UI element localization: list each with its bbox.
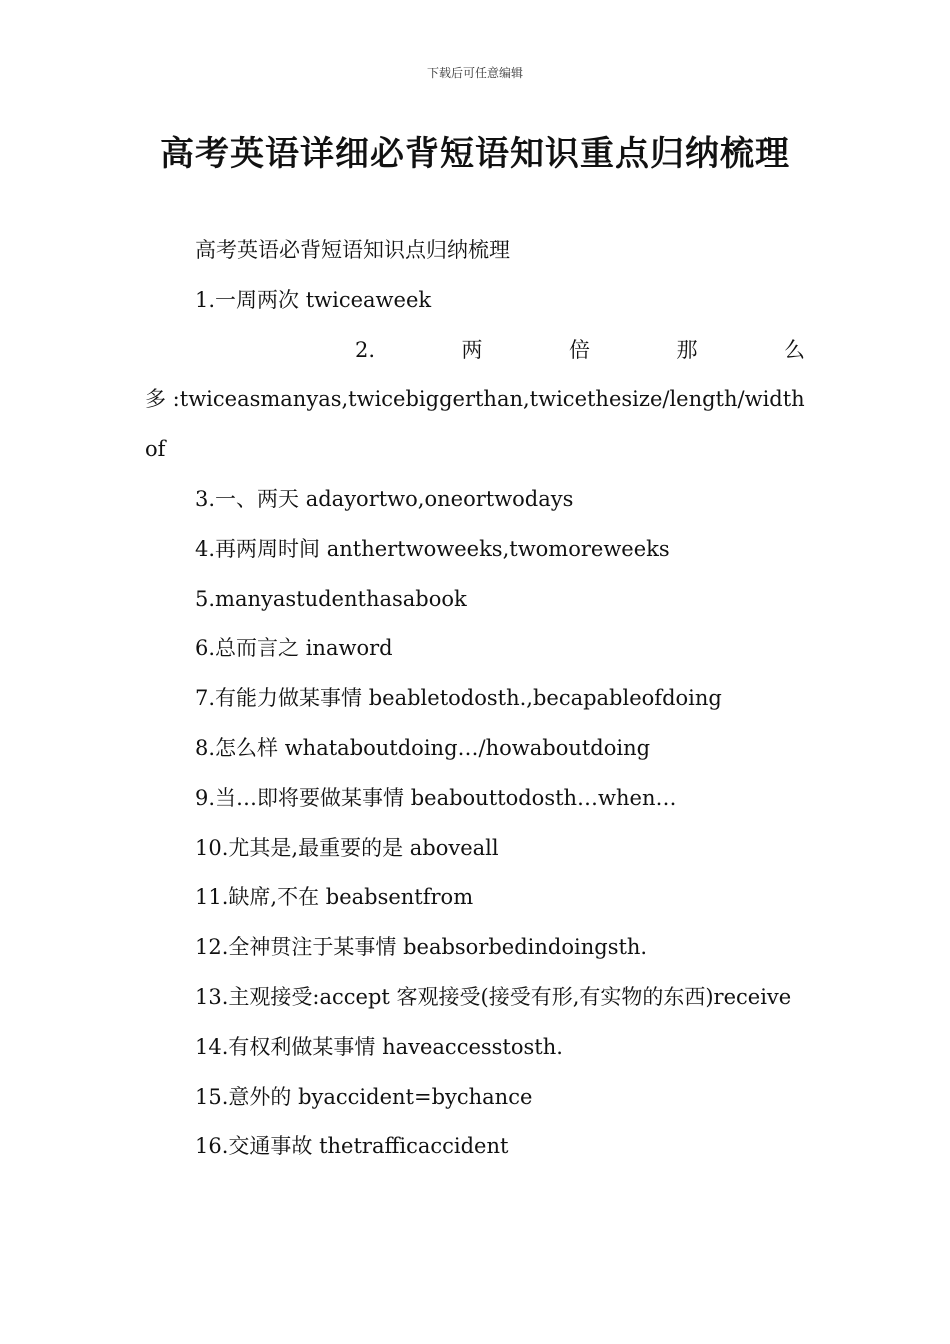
document-title: 高考英语详细必背短语知识重点归纳梳理 bbox=[160, 134, 790, 174]
list-item-11: 11.缺席,不在 beabsentfrom bbox=[195, 885, 474, 910]
document-body bbox=[145, 226, 805, 1172]
list-item-15: 15.意外的 byaccident=bychance bbox=[195, 1084, 533, 1109]
list-item-13: 13.主观接受:accept 客观接受(接受有形,有实物的东西)receive bbox=[195, 984, 792, 1009]
list-item-2-part: 么 bbox=[783, 337, 805, 362]
list-item-7: 7.有能力做某事情 beabletodosth.,becapableofdoing bbox=[195, 686, 722, 711]
list-item-9: 9.当…即将要做某事情 beabouttodosth…when… bbox=[195, 785, 677, 810]
list-item-4: 4.再两周时间 anthertwoweeks,twomoreweeks bbox=[195, 536, 670, 561]
list-item-3: 3.一、两天 adayortwo,oneortwodays bbox=[195, 486, 574, 511]
list-item-16: 16.交通事故 thetrafficaccident bbox=[195, 1134, 509, 1159]
list-item-2-spread bbox=[145, 326, 805, 376]
page-header-note: 下载后可任意编辑 bbox=[426, 66, 523, 80]
list-item-2-part: 倍 bbox=[569, 337, 591, 362]
list-item-2-part: 2. bbox=[355, 337, 376, 362]
list-item-14: 14.有权利做某事情 haveaccesstosth. bbox=[195, 1034, 563, 1059]
list-item-5: 5.manyastudenthasabook bbox=[195, 586, 467, 611]
list-item-12: 12.全神贯注于某事情 beabsorbedindoingsth. bbox=[195, 935, 648, 960]
list-item-6: 6.总而言之 inaword bbox=[195, 636, 393, 661]
list-item-10: 10.尤其是,最重要的是 aboveall bbox=[195, 835, 499, 860]
list-item-1: 1.一周两次 twiceaweek bbox=[195, 287, 432, 312]
list-item-2-part: 两 bbox=[461, 337, 483, 362]
list-item-2-part: 那 bbox=[676, 337, 698, 362]
list-item-2-continuation: 多 :twiceasmanyas,twicebiggerthan,twicethesize/length/widthof bbox=[145, 387, 805, 462]
intro-paragraph: 高考英语必背短语知识点归纳梳理 bbox=[195, 238, 510, 262]
list-item-8: 8.怎么样 whataboutdoing…/howaboutdoing bbox=[195, 735, 651, 760]
